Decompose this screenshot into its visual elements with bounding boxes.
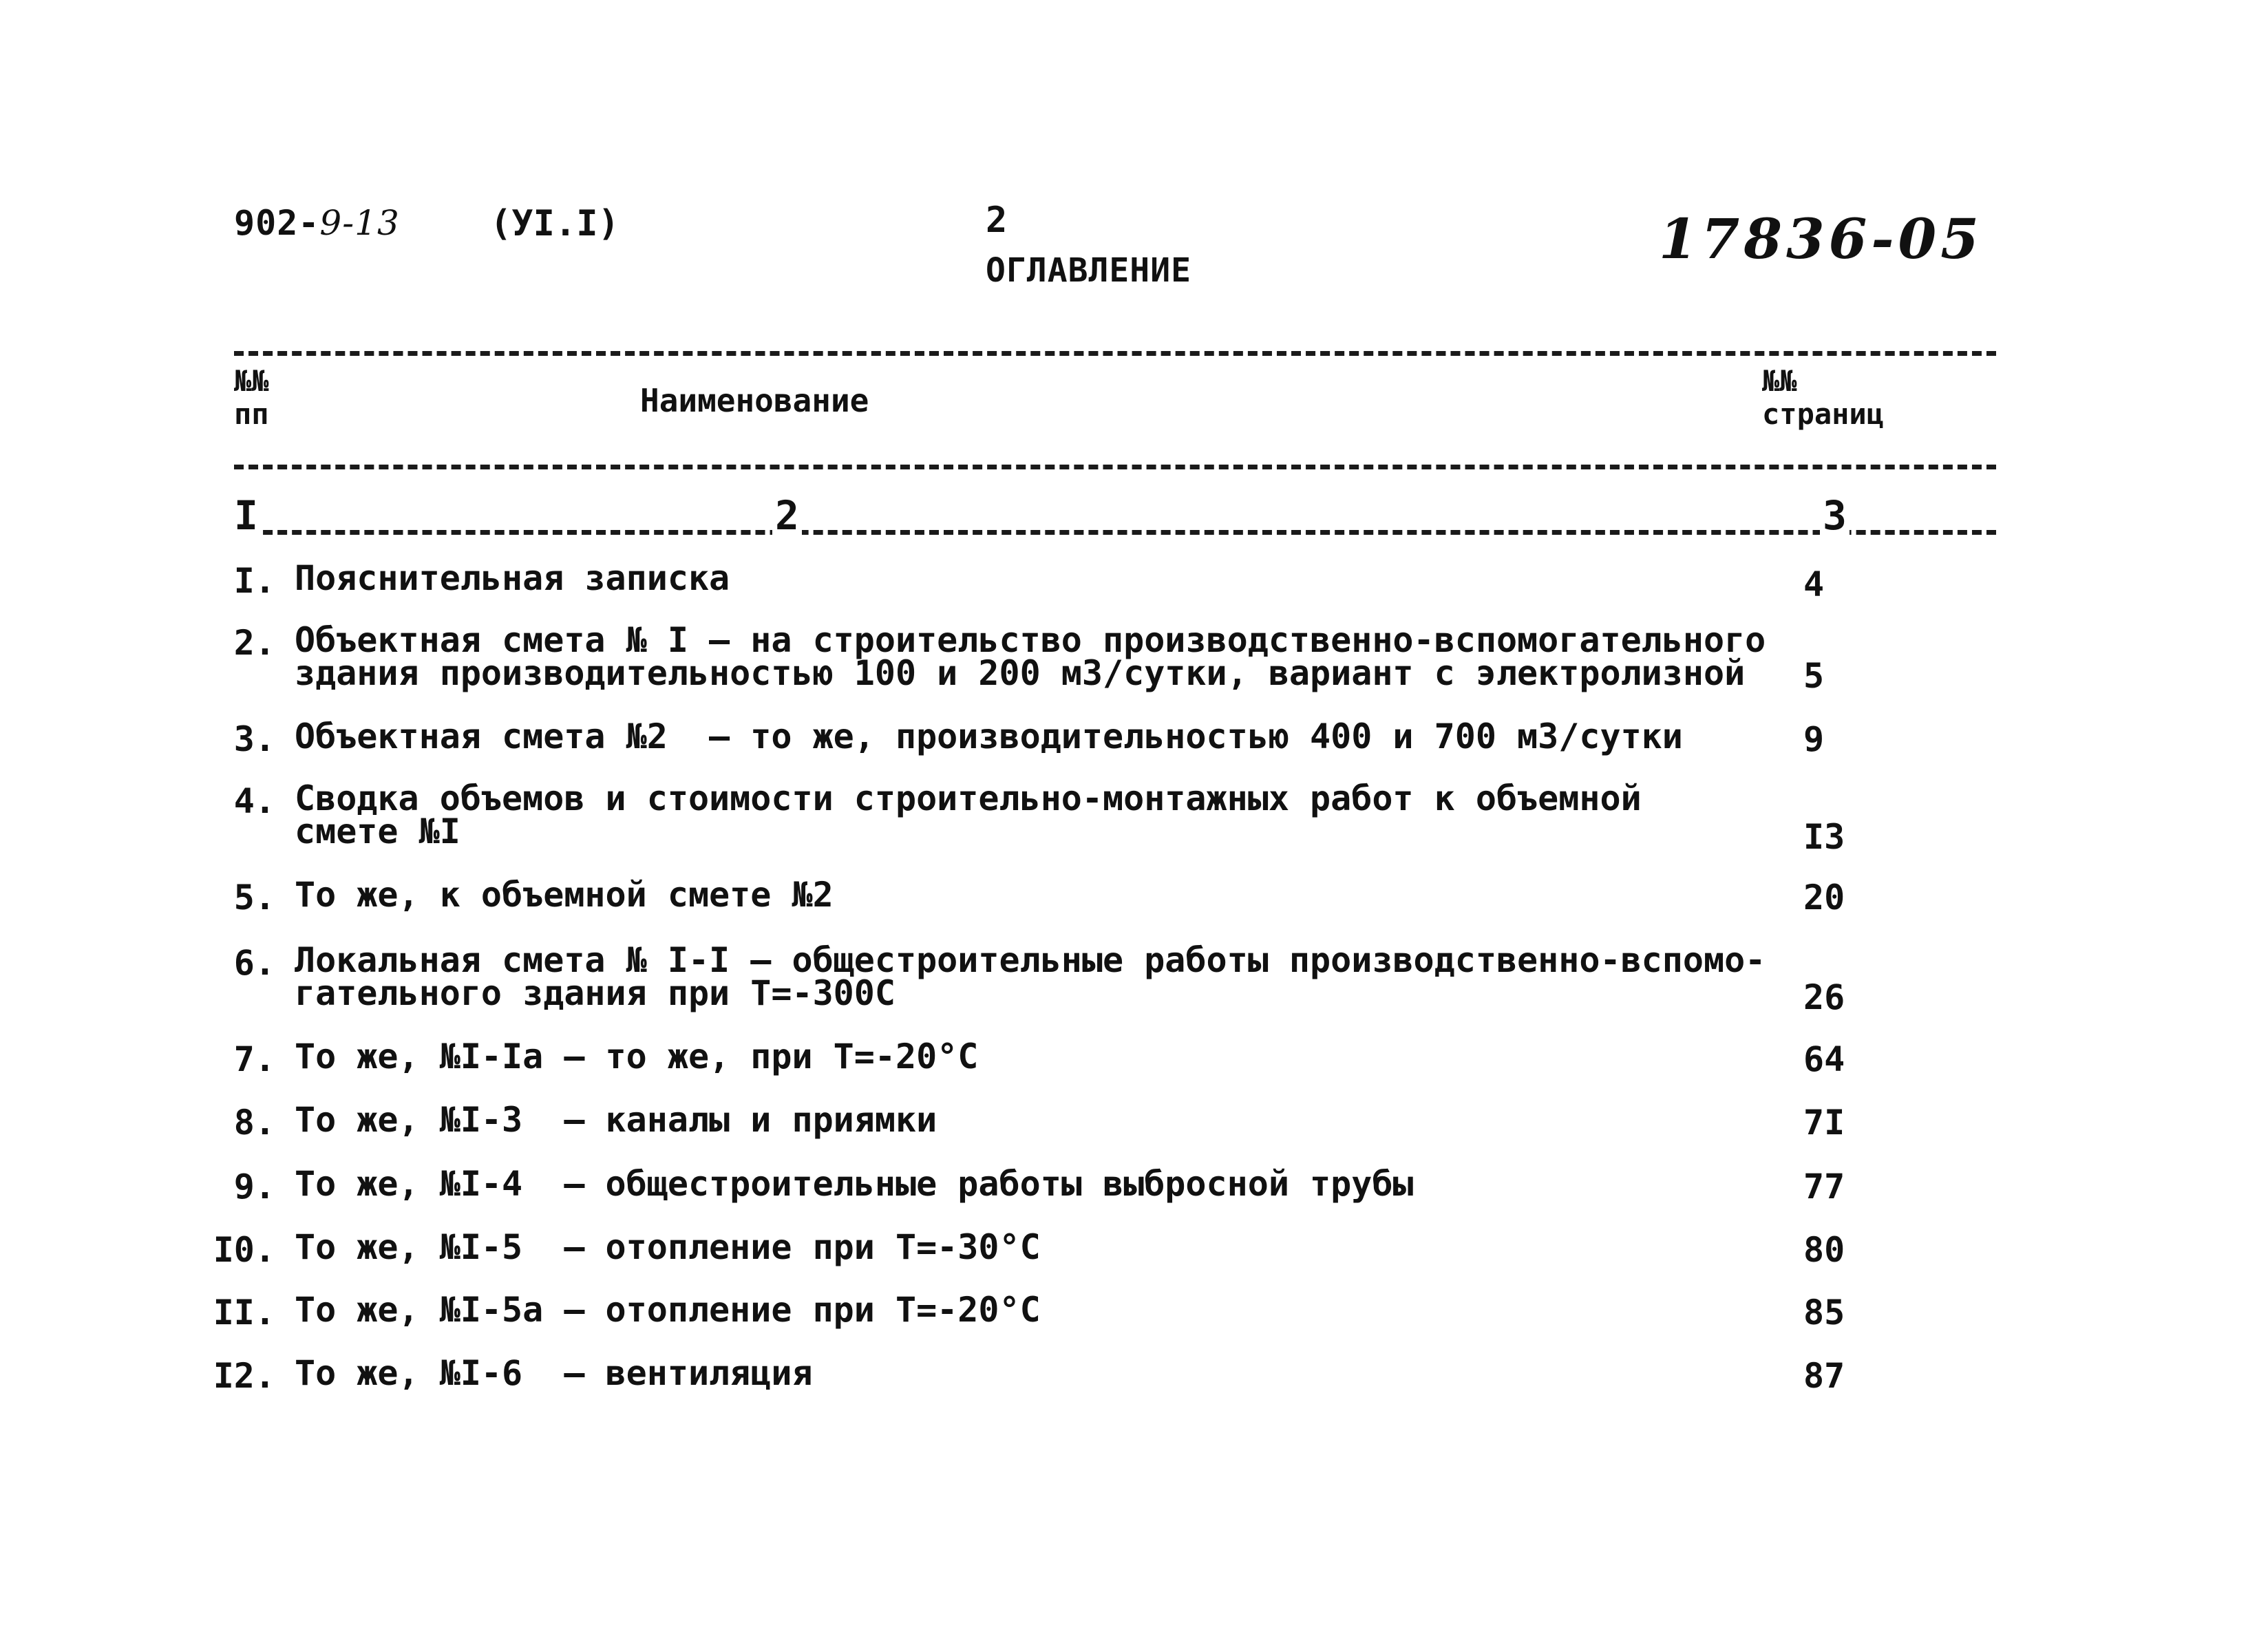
row-title: Сводка объемов и стоимости строительно-монтажных работ к объемной: [295, 778, 1642, 818]
column-header-pages-line2: страниц: [1762, 397, 1885, 431]
row-title-continued: смете №I: [295, 811, 460, 851]
row-number: 9.: [233, 1167, 275, 1207]
column-header-pages: [1762, 365, 1884, 431]
row-number: II.: [213, 1293, 275, 1333]
row-title: То же, №I-3 – каналы и приямки: [295, 1100, 937, 1140]
row-number: 5.: [233, 878, 275, 917]
row-page: 77: [1803, 1167, 1845, 1207]
row-page: 20: [1803, 878, 1845, 917]
row-number: 6.: [233, 943, 275, 983]
row-number: 4.: [233, 781, 275, 821]
row-number: 2.: [233, 623, 275, 663]
column-header-number: [234, 365, 269, 431]
column-header-pages-line1: №№: [1762, 364, 1797, 398]
column-number-2: 2: [772, 492, 802, 539]
row-page: 26: [1803, 977, 1845, 1017]
column-number-3: 3: [1820, 492, 1850, 539]
row-title-continued: здания производительностью 100 и 200 м3/сутки, вариант с электролизной: [295, 653, 1746, 693]
row-title: То же, №I-Iа – то же, при Т=-20°С: [295, 1037, 979, 1076]
row-page: 7I: [1803, 1103, 1845, 1143]
handwritten-number: 17836-05: [1659, 206, 1983, 271]
column-header-number-line2: пп: [234, 397, 269, 431]
document-code-handwritten: 9-13: [319, 203, 400, 243]
column-number-rule: [234, 530, 1996, 535]
row-title: То же, №I-5а – отопление при Т=-20°С: [295, 1290, 1041, 1330]
row-page: 80: [1803, 1230, 1845, 1270]
document-title: ОГЛАВЛЕНИЕ: [986, 251, 1191, 290]
row-title: Объектная смета № I – на строительство производственно-вспомогательного: [295, 620, 1766, 660]
volume-label: (УI.I): [490, 203, 619, 244]
document-code-prefix: 902-: [234, 203, 320, 243]
row-title: То же, к объемной смете №2: [295, 875, 834, 915]
table-header-rule: [234, 465, 1996, 469]
row-title: Объектная смета №2 – то же, производительностью 400 и 700 м3/сутки: [295, 717, 1683, 756]
row-title: Локальная смета № I-I – общестроительные работы производственно-вспомо-: [295, 940, 1766, 980]
page-number: 2: [986, 200, 1008, 241]
row-page: 64: [1803, 1039, 1845, 1079]
row-title-continued: гательного здания при Т=-300С: [295, 973, 895, 1013]
row-number: 8.: [233, 1103, 275, 1143]
row-page: 9: [1803, 719, 1825, 759]
row-number: 7.: [233, 1039, 275, 1079]
row-page: 4: [1803, 564, 1825, 604]
column-header-number-line1: №№: [234, 364, 269, 398]
row-page: 85: [1803, 1293, 1845, 1333]
column-header-name: Наименование: [640, 382, 869, 419]
row-title: То же, №I-4 – общестроительные работы выбросной трубы: [295, 1164, 1414, 1204]
row-title: То же, №I-6 – вентиляция: [295, 1353, 813, 1393]
row-number: I2.: [213, 1356, 275, 1396]
row-title: Пояснительная записка: [295, 558, 730, 598]
document-code: [234, 203, 400, 243]
row-number: I0.: [213, 1230, 275, 1270]
row-page: 87: [1803, 1356, 1845, 1396]
row-page: 5: [1803, 656, 1825, 696]
table-top-rule: [234, 351, 1996, 356]
row-number: I.: [233, 561, 275, 601]
row-number: 3.: [233, 719, 275, 759]
row-page: I3: [1803, 817, 1845, 857]
row-title: То же, №I-5 – отопление при Т=-30°С: [295, 1227, 1041, 1267]
column-number-1: I: [231, 492, 261, 539]
